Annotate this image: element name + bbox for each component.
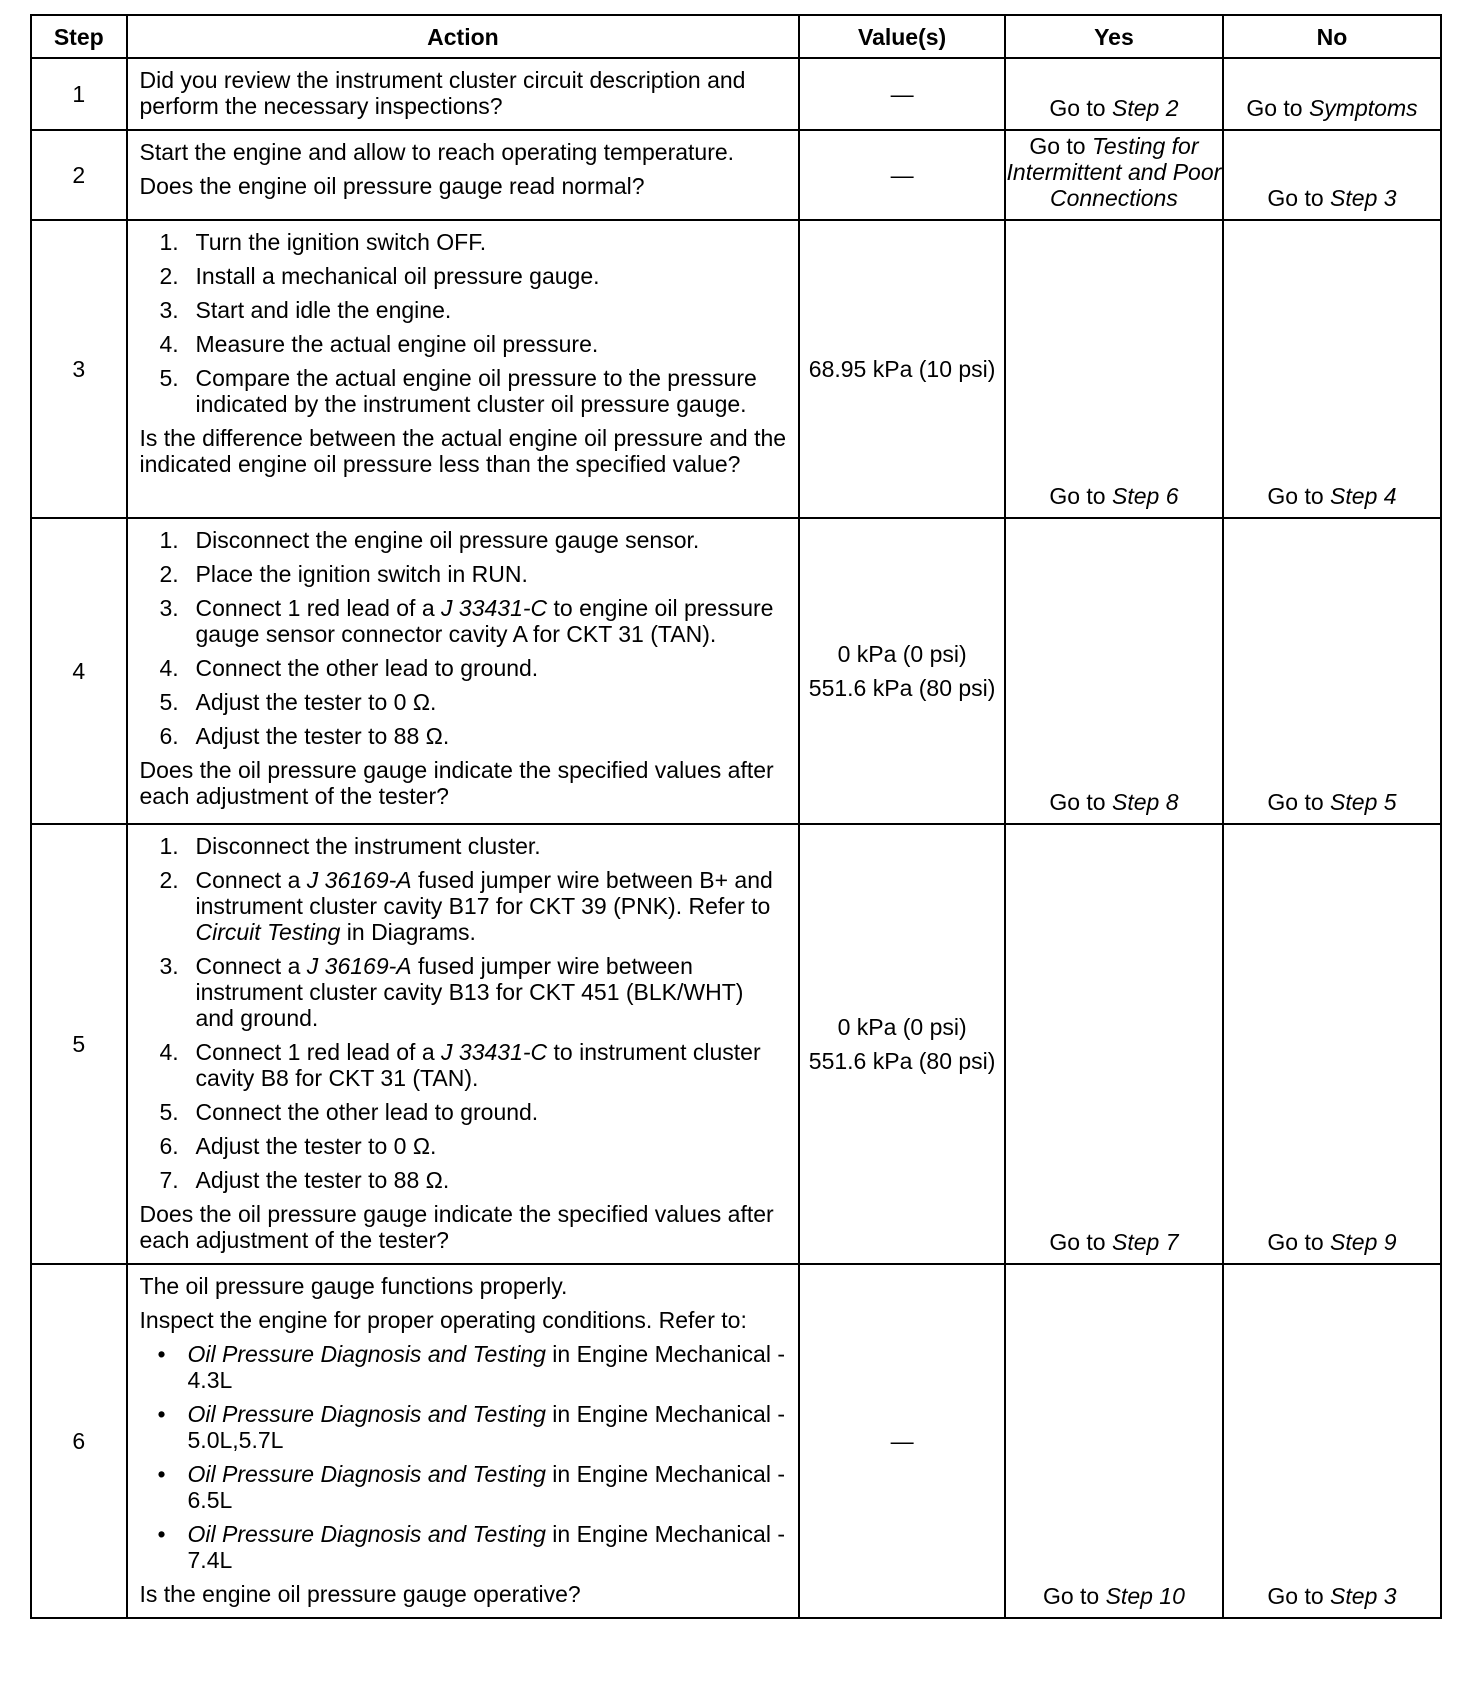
goto-target: Step 10 xyxy=(1105,1583,1185,1609)
no-cell xyxy=(1223,1264,1441,1618)
bullet-icon: • xyxy=(157,1521,166,1547)
procedure-step xyxy=(140,1133,787,1159)
spec-value: 0 kPa (0 psi) xyxy=(837,641,967,667)
step-text: Place the ignition switch in RUN. xyxy=(195,561,528,587)
step-text: Adjust the tester to 88 Ω. xyxy=(195,1167,450,1193)
header-action: Action xyxy=(127,15,800,58)
goto-target: Testing for Intermittent and Poor Connections xyxy=(1006,133,1222,211)
no-cell xyxy=(1223,130,1441,220)
step-text: Compare the actual engine oil pressure to the pressure indicated by the instrument cluster oil pressure gauge. xyxy=(195,365,757,417)
action-cell xyxy=(127,1264,800,1618)
table-row xyxy=(31,130,1441,220)
step-text: Connect 1 red lead of a xyxy=(195,1039,442,1065)
step-text: Connect a xyxy=(195,867,307,893)
reference-link: Oil Pressure Diagnosis and Testing xyxy=(187,1341,546,1367)
goto-target: Step 2 xyxy=(1112,95,1179,121)
step-number: 4 xyxy=(31,518,127,824)
step-index: 7. xyxy=(159,1167,179,1193)
values-cell xyxy=(799,58,1005,130)
action-cell xyxy=(127,220,800,518)
goto-target: Step 6 xyxy=(1112,483,1179,509)
procedure-list xyxy=(140,527,787,749)
reference-text: in Engine Mechanical - 5.0L,5.7L xyxy=(187,1401,785,1453)
goto-target: Step 4 xyxy=(1330,483,1397,509)
table-row xyxy=(31,1264,1441,1618)
yes-cell xyxy=(1005,220,1223,518)
procedure-step xyxy=(140,297,787,323)
step-index: 1. xyxy=(159,527,179,553)
goto-prefix: Go to xyxy=(1042,1583,1106,1609)
step-index: 2. xyxy=(159,561,179,587)
procedure-step xyxy=(140,561,787,587)
procedure-step xyxy=(140,263,787,289)
step-number: 2 xyxy=(31,130,127,220)
step-text: Start and idle the engine. xyxy=(195,297,452,323)
reference-list xyxy=(140,1341,787,1573)
step-number: 5 xyxy=(31,824,127,1264)
action-question: Did you review the instrument cluster circuit description and perform the necessary inspections? xyxy=(139,67,746,119)
action-text: The oil pressure gauge functions properly. xyxy=(139,1273,568,1299)
action-question: Is the difference between the actual engine oil pressure and the indicated engine oil pressure less than the specified value? xyxy=(139,425,787,477)
procedure-step xyxy=(140,953,787,1031)
goto-prefix: Go to xyxy=(1049,95,1112,121)
bullet-icon: • xyxy=(157,1401,166,1427)
values-cell xyxy=(799,824,1005,1264)
spec-value: — xyxy=(890,162,914,188)
step-number: 6 xyxy=(31,1264,127,1618)
header-values: Value(s) xyxy=(799,15,1005,58)
goto-prefix: Go to xyxy=(1267,1229,1331,1255)
goto-prefix: Go to xyxy=(1267,1583,1331,1609)
goto-prefix: Go to xyxy=(1246,95,1309,121)
step-index: 6. xyxy=(159,1133,179,1159)
step-text-cont: to instrument cluster cavity B8 for CKT 31 (TAN). xyxy=(195,1039,761,1091)
procedure-step xyxy=(140,1099,787,1125)
goto-target: Step 3 xyxy=(1330,185,1397,211)
values-cell xyxy=(799,130,1005,220)
table-body xyxy=(31,58,1441,1618)
step-text: Install a mechanical oil pressure gauge. xyxy=(195,263,600,289)
step-text-cont: to engine oil pressure gauge sensor connector cavity A for CKT 31 (TAN). xyxy=(195,595,774,647)
table-row xyxy=(31,58,1441,130)
action-cell xyxy=(127,824,800,1264)
no-cell xyxy=(1223,518,1441,824)
goto-prefix: Go to xyxy=(1267,185,1331,211)
spec-value: — xyxy=(890,1428,914,1454)
goto-prefix: Go to xyxy=(1049,789,1112,815)
values-cell xyxy=(799,518,1005,824)
step-index: 3. xyxy=(159,953,179,979)
step-text-cont: fused jumper wire between B+ and instrument cluster cavity B17 for CKT 39 (PNK). xyxy=(195,867,773,919)
step-text: Connect the other lead to ground. xyxy=(195,1099,539,1125)
step-text: Connect 1 red lead of a xyxy=(195,595,442,621)
step-index: 5. xyxy=(159,365,179,391)
yes-cell xyxy=(1005,130,1223,220)
procedure-step xyxy=(140,655,787,681)
reference-text: in Engine Mechanical - 7.4L xyxy=(187,1521,785,1573)
action-cell xyxy=(127,518,800,824)
procedure-list xyxy=(140,229,787,417)
step-text: Turn the ignition switch OFF. xyxy=(195,229,487,255)
action-cell xyxy=(127,58,800,130)
action-question: Does the oil pressure gauge indicate the specified values after each adjustment of the tester? xyxy=(139,1201,774,1253)
step-index: 3. xyxy=(159,595,179,621)
goto-prefix: Go to xyxy=(1267,483,1331,509)
goto-target: Step 5 xyxy=(1330,789,1397,815)
reference-item xyxy=(140,1401,787,1453)
reference-item xyxy=(140,1341,787,1393)
header-no: No xyxy=(1223,15,1441,58)
procedure-step xyxy=(140,331,787,357)
step-index: 1. xyxy=(159,229,179,255)
step-index: 6. xyxy=(159,723,179,749)
goto-target: Step 3 xyxy=(1330,1583,1397,1609)
procedure-list xyxy=(140,833,787,1193)
step-text: Connect a xyxy=(195,953,307,979)
yes-cell xyxy=(1005,518,1223,824)
procedure-step xyxy=(140,689,787,715)
goto-target: Step 7 xyxy=(1112,1229,1179,1255)
reference-text: in Engine Mechanical - 6.5L xyxy=(187,1461,785,1513)
reference-text: Refer to xyxy=(688,893,771,919)
procedure-step xyxy=(140,229,787,255)
values-cell xyxy=(799,220,1005,518)
reference-item xyxy=(140,1461,787,1513)
procedure-step xyxy=(140,527,787,553)
procedure-step xyxy=(140,1039,787,1091)
step-index: 3. xyxy=(159,297,179,323)
header-yes: Yes xyxy=(1005,15,1223,58)
procedure-step xyxy=(140,723,787,749)
table-row xyxy=(31,824,1441,1264)
action-question: Does the oil pressure gauge indicate the specified values after each adjustment of the tester? xyxy=(139,757,774,809)
goto-prefix: Go to xyxy=(1029,133,1092,159)
goto-prefix: Go to xyxy=(1267,789,1331,815)
goto-target: Step 9 xyxy=(1330,1229,1397,1255)
spec-value: 551.6 kPa (80 psi) xyxy=(808,1048,996,1074)
step-text: Adjust the tester to 0 Ω. xyxy=(195,689,437,715)
step-index: 4. xyxy=(159,655,179,681)
step-index: 5. xyxy=(159,1099,179,1125)
step-text-cont: fused jumper wire between instrument cluster cavity B13 for CKT 451 (BLK/WHT) and ground. xyxy=(195,953,744,1031)
no-cell xyxy=(1223,58,1441,130)
procedure-step xyxy=(140,595,787,647)
procedure-step xyxy=(140,365,787,417)
tool-name: J 33431-C xyxy=(441,595,548,621)
reference-link: Oil Pressure Diagnosis and Testing xyxy=(187,1401,546,1427)
step-index: 1. xyxy=(159,833,179,859)
step-index: 2. xyxy=(159,867,179,893)
step-text: Connect the other lead to ground. xyxy=(195,655,539,681)
bullet-icon: • xyxy=(157,1461,166,1487)
step-number: 1 xyxy=(31,58,127,130)
reference-link: Oil Pressure Diagnosis and Testing xyxy=(187,1521,546,1547)
table-row xyxy=(31,220,1441,518)
yes-cell xyxy=(1005,824,1223,1264)
procedure-step xyxy=(140,1167,787,1193)
action-cell xyxy=(127,130,800,220)
tool-name: J 36169-A xyxy=(306,867,412,893)
spec-value: 0 kPa (0 psi) xyxy=(837,1014,967,1040)
spec-value: 68.95 kPa (10 psi) xyxy=(808,356,996,382)
goto-target: Symptoms xyxy=(1308,95,1418,121)
step-text: Disconnect the engine oil pressure gauge sensor. xyxy=(195,527,700,553)
reference-text-cont: in Diagrams. xyxy=(340,919,476,945)
action-question: Is the engine oil pressure gauge operative? xyxy=(139,1581,581,1607)
reference-text: in Engine Mechanical - 4.3L xyxy=(187,1341,785,1393)
action-text: Inspect the engine for proper operating conditions. Refer to: xyxy=(139,1307,747,1333)
goto-target: Step 8 xyxy=(1112,789,1179,815)
yes-cell xyxy=(1005,1264,1223,1618)
reference-link: Circuit Testing xyxy=(195,919,341,945)
goto-prefix: Go to xyxy=(1049,483,1112,509)
tool-name: J 36169-A xyxy=(306,953,412,979)
yes-cell xyxy=(1005,58,1223,130)
spec-value: — xyxy=(890,81,914,107)
header-step: Step xyxy=(31,15,127,58)
step-index: 4. xyxy=(159,1039,179,1065)
step-text: Adjust the tester to 0 Ω. xyxy=(195,1133,437,1159)
step-number: 3 xyxy=(31,220,127,518)
step-index: 5. xyxy=(159,689,179,715)
tool-name: J 33431-C xyxy=(441,1039,548,1065)
reference-link: Oil Pressure Diagnosis and Testing xyxy=(187,1461,546,1487)
goto-prefix: Go to xyxy=(1049,1229,1112,1255)
procedure-step xyxy=(140,867,787,945)
reference-item xyxy=(140,1521,787,1573)
step-text: Disconnect the instrument cluster. xyxy=(195,833,541,859)
no-cell xyxy=(1223,220,1441,518)
step-text: Measure the actual engine oil pressure. xyxy=(195,331,599,357)
step-text: Adjust the tester to 88 Ω. xyxy=(195,723,450,749)
table-row xyxy=(31,518,1441,824)
action-question: Does the engine oil pressure gauge read normal? xyxy=(139,173,645,199)
no-cell xyxy=(1223,824,1441,1264)
action-text: Start the engine and allow to reach operating temperature. xyxy=(139,139,735,165)
procedure-step xyxy=(140,833,787,859)
spec-value: 551.6 kPa (80 psi) xyxy=(808,675,996,701)
diagnostic-table xyxy=(30,14,1442,1619)
step-index: 4. xyxy=(159,331,179,357)
step-index: 2. xyxy=(159,263,179,289)
header-row xyxy=(31,15,1441,58)
values-cell xyxy=(799,1264,1005,1618)
bullet-icon: • xyxy=(157,1341,166,1367)
